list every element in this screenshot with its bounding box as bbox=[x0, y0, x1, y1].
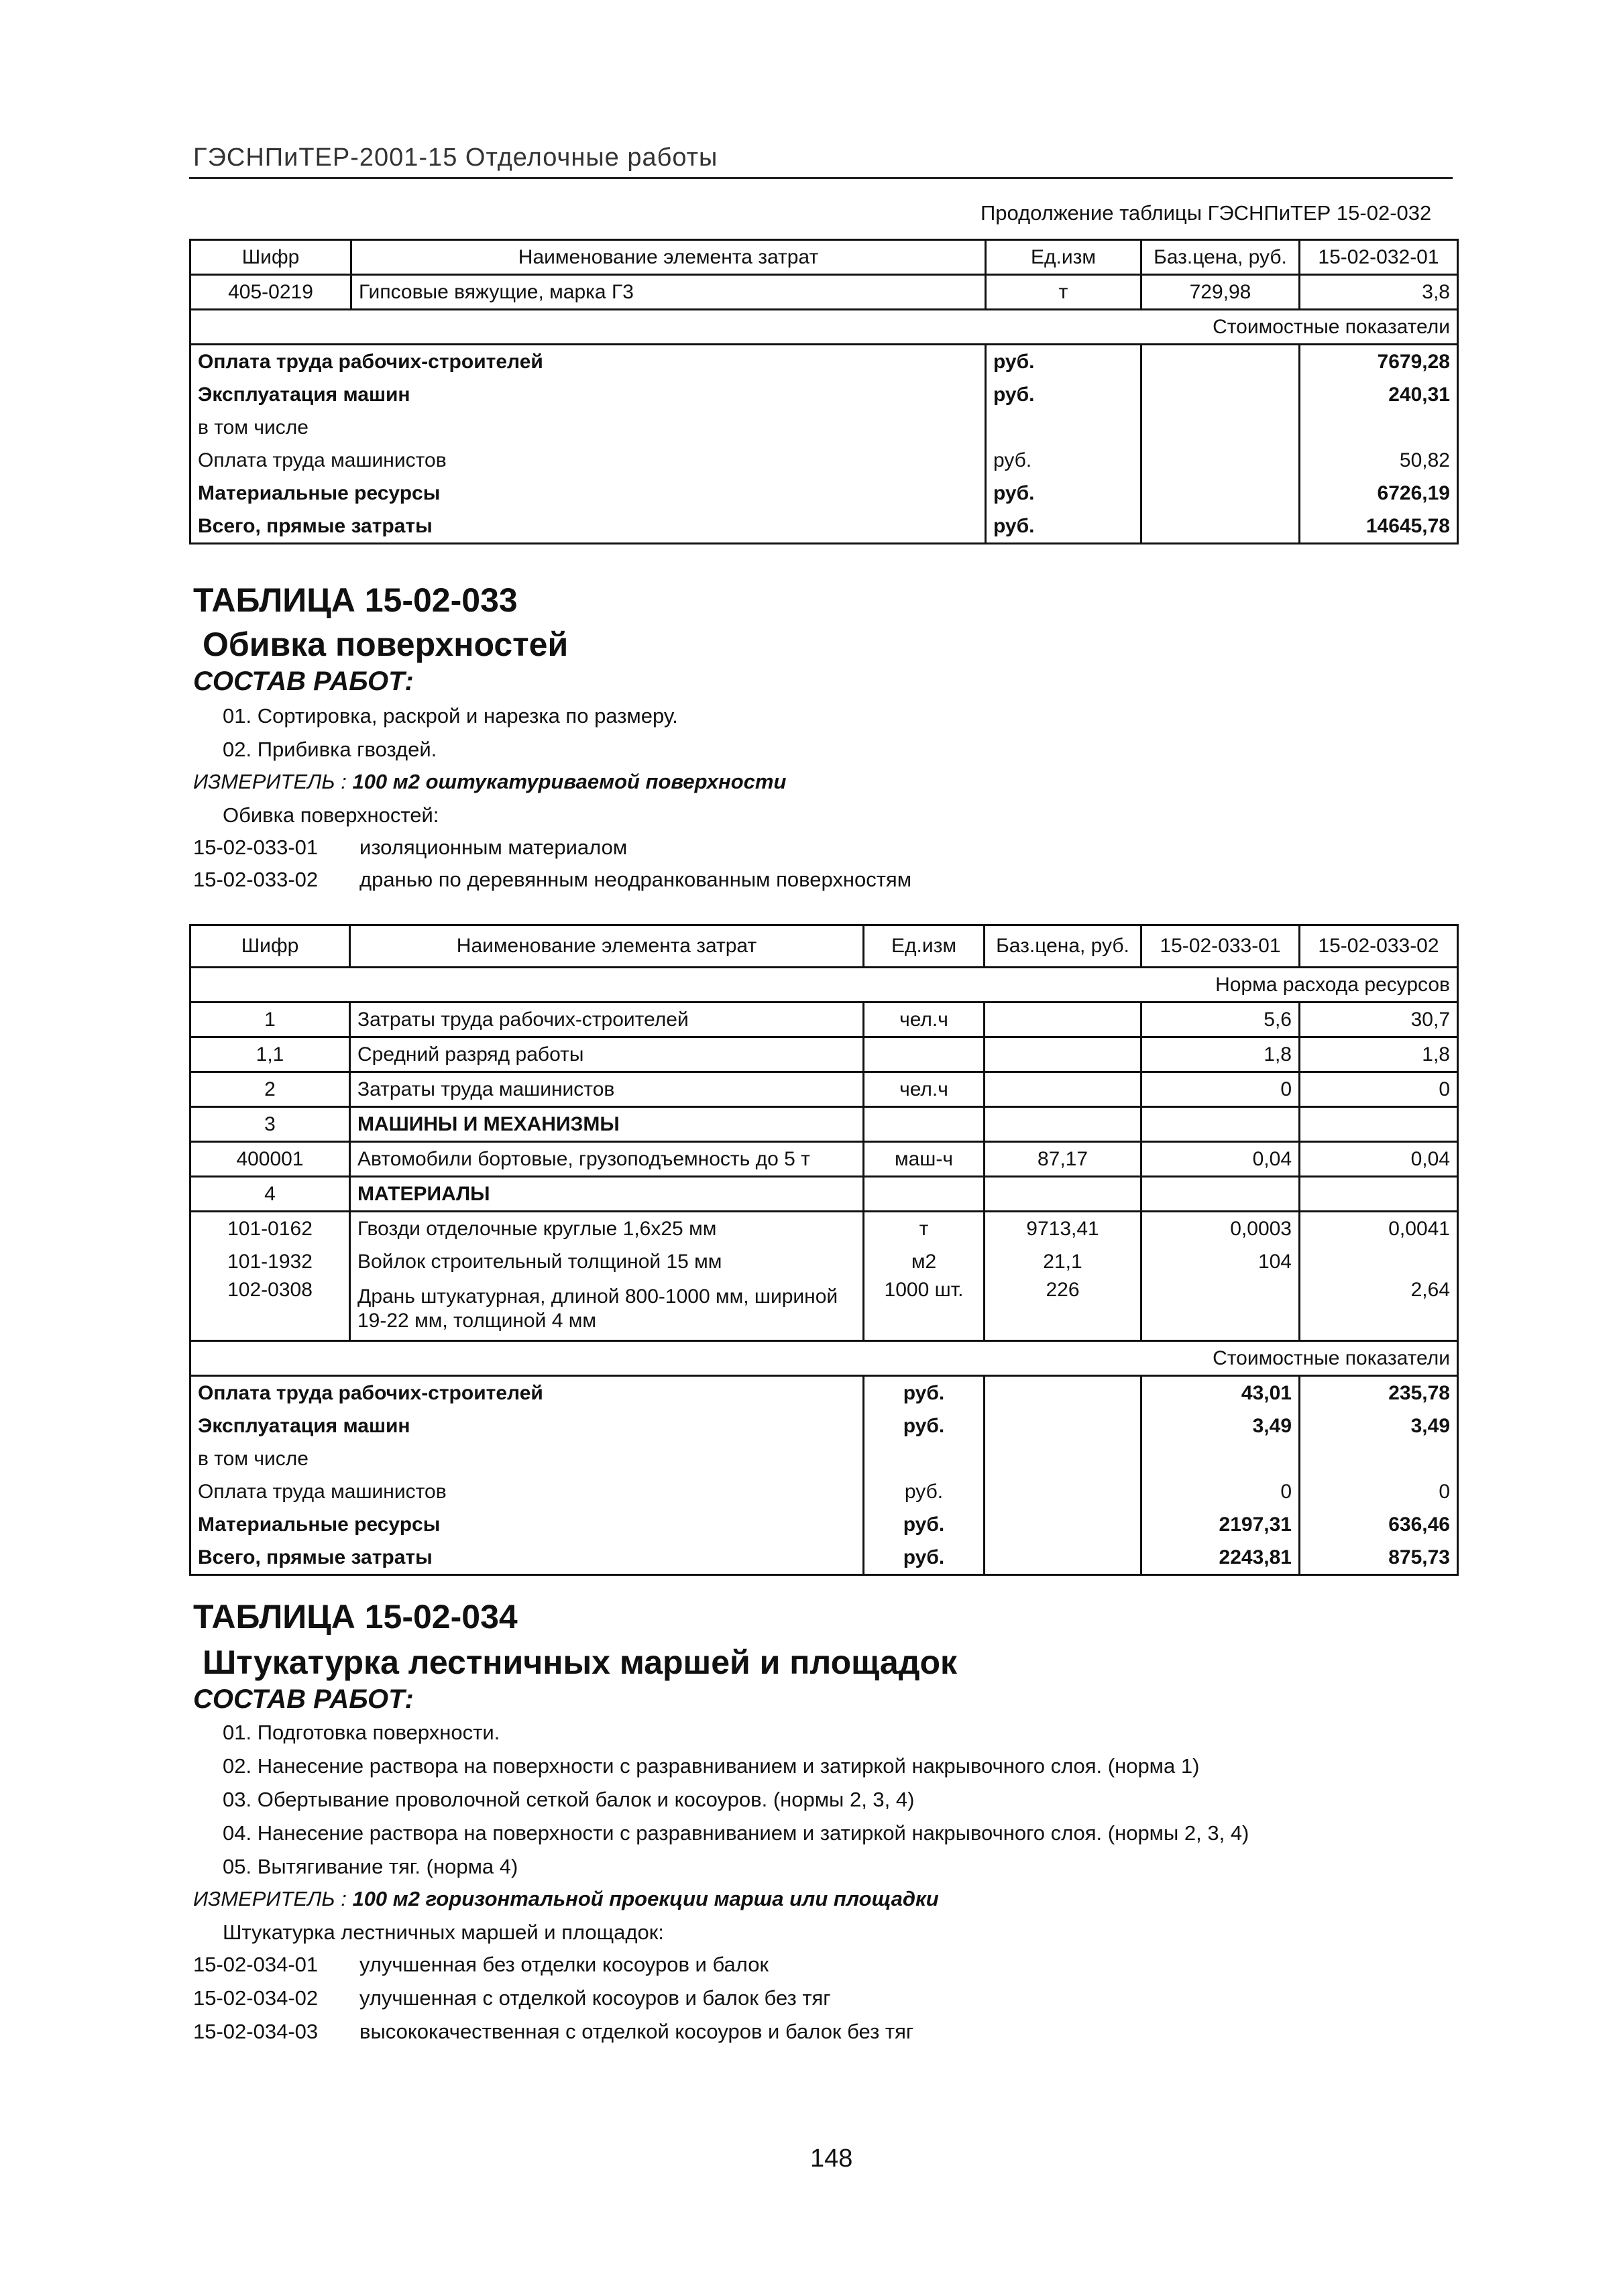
sostav-heading: СОСТАВ РАБОТ: bbox=[193, 1684, 414, 1714]
cell-name: Автомобили бортовые, грузоподъемность до 5 т bbox=[350, 1142, 864, 1177]
code-line bbox=[193, 836, 627, 860]
col-header-code: Шифр bbox=[190, 925, 350, 968]
cell-norm-02 bbox=[1300, 1245, 1458, 1278]
cost-name: Оплата труда машинистов bbox=[190, 444, 986, 477]
cost-name: Материальные ресурсы bbox=[190, 1508, 864, 1541]
cell-code: 102-0308 bbox=[190, 1278, 350, 1341]
cost-price bbox=[1141, 444, 1300, 477]
cost-row bbox=[190, 1508, 1458, 1541]
cell-unit: маш-ч bbox=[864, 1142, 985, 1177]
cell-code: 4 bbox=[190, 1177, 350, 1212]
cell-price: 226 bbox=[985, 1278, 1141, 1341]
cell-code: 2 bbox=[190, 1072, 350, 1107]
cost-value-01: 3,49 bbox=[1141, 1410, 1300, 1442]
table-row bbox=[190, 1278, 1458, 1341]
table-row bbox=[190, 1177, 1458, 1212]
cost-value-02: 636,46 bbox=[1300, 1508, 1458, 1541]
cost-value-01: 0 bbox=[1141, 1475, 1300, 1508]
measure-label: ИЗМЕРИТЕЛЬ : bbox=[193, 1887, 347, 1910]
group-title: Штукатурка лестничных маршей и площадок: bbox=[223, 1920, 664, 1944]
cost-unit: руб. bbox=[986, 345, 1141, 379]
cost-name: Эксплуатация машин bbox=[190, 1410, 864, 1442]
cost-title-row bbox=[190, 1341, 1458, 1376]
col-header-norm: 15-02-032-01 bbox=[1300, 240, 1458, 275]
cost-price bbox=[1141, 411, 1300, 444]
cell-norm-01: 0,04 bbox=[1141, 1142, 1300, 1177]
cell-price: 729,98 bbox=[1141, 275, 1300, 310]
col-header-code: Шифр bbox=[190, 240, 351, 275]
cell-norm-01: 0,0003 bbox=[1141, 1212, 1300, 1246]
col-header-name: Наименование элемента затрат bbox=[350, 925, 864, 968]
work-step: 02. Нанесение раствора на поверхности с разравниванием и затиркой накрывочного слоя. (норма 1) bbox=[223, 1754, 1200, 1778]
cost-value: 14645,78 bbox=[1300, 510, 1458, 544]
cost-unit: руб. bbox=[864, 1410, 985, 1442]
cost-price bbox=[985, 1410, 1141, 1442]
table-row bbox=[190, 1142, 1458, 1177]
norm-code: 15-02-033-01 bbox=[193, 836, 319, 859]
cost-row bbox=[190, 444, 1458, 477]
cell-code: 101-1932 bbox=[190, 1245, 350, 1278]
cost-name: в том числе bbox=[190, 411, 986, 444]
measure-value: 100 м2 оштукатуриваемой поверхности bbox=[352, 770, 787, 793]
cost-value-02: 235,78 bbox=[1300, 1376, 1458, 1410]
page-number: 148 bbox=[810, 2144, 853, 2173]
norm-title: Норма расхода ресурсов bbox=[190, 968, 1458, 1002]
section-subtitle: Штукатурка лестничных маршей и площадок bbox=[203, 1644, 958, 1681]
cell-price: 21,1 bbox=[985, 1245, 1141, 1278]
cost-title: Стоимостные показатели bbox=[190, 310, 1458, 345]
sostav-heading: СОСТАВ РАБОТ: bbox=[193, 667, 414, 696]
col-header-unit: Ед.изм bbox=[864, 925, 985, 968]
cell-price bbox=[985, 1072, 1141, 1107]
cost-row bbox=[190, 345, 1458, 379]
code-line bbox=[193, 2020, 913, 2044]
cost-price bbox=[1141, 477, 1300, 510]
cell-norm-02: 30,7 bbox=[1300, 1002, 1458, 1037]
cell-norm-02 bbox=[1300, 1107, 1458, 1142]
cell-price bbox=[985, 1002, 1141, 1037]
table-row bbox=[190, 1072, 1458, 1107]
cost-unit: руб. bbox=[864, 1508, 985, 1541]
table-row bbox=[190, 275, 1458, 310]
cost-row bbox=[190, 1376, 1458, 1410]
cost-price bbox=[1141, 378, 1300, 411]
code-line bbox=[193, 1986, 831, 2010]
cost-name: Оплата труда машинистов bbox=[190, 1475, 864, 1508]
cost-title-row bbox=[190, 310, 1458, 345]
cost-unit: руб. bbox=[986, 444, 1141, 477]
cost-value bbox=[1300, 411, 1458, 444]
cost-name: Эксплуатация машин bbox=[190, 378, 986, 411]
cell-name: Затраты труда рабочих-строителей bbox=[350, 1002, 864, 1037]
cell-name: Войлок строительный толщиной 15 мм bbox=[350, 1245, 864, 1278]
cell-code: 405-0219 bbox=[190, 275, 351, 310]
cell-unit bbox=[864, 1177, 985, 1212]
cell-price: 87,17 bbox=[985, 1142, 1141, 1177]
col-header-norm-01: 15-02-033-01 bbox=[1141, 925, 1300, 968]
cost-price bbox=[1141, 345, 1300, 379]
table-row bbox=[190, 1212, 1458, 1246]
cost-value: 6726,19 bbox=[1300, 477, 1458, 510]
cell-norm-01 bbox=[1141, 1107, 1300, 1142]
cell-norm-02: 0 bbox=[1300, 1072, 1458, 1107]
cost-row bbox=[190, 1410, 1458, 1442]
cost-unit bbox=[986, 411, 1141, 444]
norm-desc: улучшенная без отделки косоуров и балок bbox=[359, 1953, 769, 1976]
col-header-price: Баз.цена, руб. bbox=[985, 925, 1141, 968]
cost-unit: руб. bbox=[864, 1541, 985, 1575]
cost-unit: руб. bbox=[986, 510, 1141, 544]
cost-value-02: 0 bbox=[1300, 1475, 1458, 1508]
cell-norm-01 bbox=[1141, 1278, 1300, 1341]
cost-row bbox=[190, 378, 1458, 411]
norm-desc: изоляционным материалом bbox=[359, 836, 628, 859]
work-step: 02. Прибивка гвоздей. bbox=[223, 738, 437, 761]
running-header: ГЭСНПиТЕР-2001-15 Отделочные работы bbox=[193, 144, 718, 172]
work-step: 05. Вытягивание тяг. (норма 4) bbox=[223, 1855, 518, 1878]
norm-code: 15-02-033-02 bbox=[193, 868, 319, 891]
cost-value: 240,31 bbox=[1300, 378, 1458, 411]
cell-unit: 1000 шт. bbox=[864, 1278, 985, 1341]
cell-price bbox=[985, 1037, 1141, 1072]
cost-unit: руб. bbox=[864, 1376, 985, 1410]
norm-desc: улучшенная с отделкой косоуров и балок без тяг bbox=[359, 1986, 831, 2010]
measure-value: 100 м2 горизонтальной проекции марша или площадки bbox=[352, 1887, 939, 1910]
cell-unit: м2 bbox=[864, 1245, 985, 1278]
group-title: Обивка поверхностей: bbox=[223, 803, 439, 827]
cell-norm-02: 0,04 bbox=[1300, 1142, 1458, 1177]
cost-name: Всего, прямые затраты bbox=[190, 1541, 864, 1575]
cell-code: 1,1 bbox=[190, 1037, 350, 1072]
norm-code: 15-02-034-01 bbox=[193, 1953, 319, 1976]
section-subtitle: Обивка поверхностей bbox=[203, 626, 569, 663]
cost-name: Материальные ресурсы bbox=[190, 477, 986, 510]
cell-unit bbox=[864, 1037, 985, 1072]
cell-norm-02: 0,0041 bbox=[1300, 1212, 1458, 1246]
cell-name: МАТЕРИАЛЫ bbox=[350, 1177, 864, 1212]
cell-code: 101-0162 bbox=[190, 1212, 350, 1246]
cost-name: Всего, прямые затраты bbox=[190, 510, 986, 544]
cost-price bbox=[985, 1442, 1141, 1475]
code-line bbox=[193, 1953, 769, 1977]
cell-unit: т bbox=[986, 275, 1141, 310]
cost-value-01: 2243,81 bbox=[1141, 1541, 1300, 1575]
code-line bbox=[193, 868, 911, 892]
cost-value-01 bbox=[1141, 1442, 1300, 1475]
table-row bbox=[190, 1037, 1458, 1072]
section-title: ТАБЛИЦА 15-02-034 bbox=[193, 1598, 518, 1635]
cell-norm-01: 1,8 bbox=[1141, 1037, 1300, 1072]
cell-price bbox=[985, 1107, 1141, 1142]
cell-name: Дрань штукатурная, длиной 800-1000 мм, шириной 19-22 мм, толщиной 4 мм bbox=[350, 1278, 864, 1341]
cost-value-02 bbox=[1300, 1442, 1458, 1475]
cell-name: Гвозди отделочные круглые 1,6x25 мм bbox=[350, 1212, 864, 1246]
continuation-caption: Продолжение таблицы ГЭСНПиТЕР 15-02-032 bbox=[981, 201, 1432, 225]
cost-value: 7679,28 bbox=[1300, 345, 1458, 379]
cell-unit: чел.ч bbox=[864, 1002, 985, 1037]
cell-name: Гипсовые вяжущие, марка Г3 bbox=[351, 275, 986, 310]
cost-unit: руб. bbox=[986, 477, 1141, 510]
cell-price: 9713,41 bbox=[985, 1212, 1141, 1246]
cell-norm-01: 104 bbox=[1141, 1245, 1300, 1278]
cost-price bbox=[985, 1376, 1141, 1410]
header-rule bbox=[189, 177, 1453, 179]
cost-value-01: 2197,31 bbox=[1141, 1508, 1300, 1541]
col-header-price: Баз.цена, руб. bbox=[1141, 240, 1300, 275]
cost-price bbox=[985, 1508, 1141, 1541]
cost-unit bbox=[864, 1442, 985, 1475]
resource-table-15-02-032 bbox=[189, 239, 1459, 544]
cell-price bbox=[985, 1177, 1141, 1212]
norm-title-row bbox=[190, 968, 1458, 1002]
cost-value-01: 43,01 bbox=[1141, 1376, 1300, 1410]
cost-row bbox=[190, 1475, 1458, 1508]
table-row bbox=[190, 1245, 1458, 1278]
table-header-row bbox=[190, 925, 1458, 968]
cell-unit: т bbox=[864, 1212, 985, 1246]
section-title: ТАБЛИЦА 15-02-033 bbox=[193, 581, 518, 619]
table-row bbox=[190, 1002, 1458, 1037]
table-row bbox=[190, 1107, 1458, 1142]
cost-value: 50,82 bbox=[1300, 444, 1458, 477]
norm-code: 15-02-034-03 bbox=[193, 2020, 319, 2043]
col-header-unit: Ед.изм bbox=[986, 240, 1141, 275]
measure-unit bbox=[193, 1887, 939, 1911]
cost-value-02: 3,49 bbox=[1300, 1410, 1458, 1442]
norm-desc: дранью по деревянным неодранкованным поверхностям bbox=[359, 868, 912, 891]
col-header-norm-02: 15-02-033-02 bbox=[1300, 925, 1458, 968]
cost-row bbox=[190, 1541, 1458, 1575]
cost-row bbox=[190, 510, 1458, 544]
cell-name: МАШИНЫ И МЕХАНИЗМЫ bbox=[350, 1107, 864, 1142]
cell-norm-01 bbox=[1141, 1177, 1300, 1212]
cell-name: Средний разряд работы bbox=[350, 1037, 864, 1072]
cost-name: Оплата труда рабочих-строителей bbox=[190, 345, 986, 379]
cell-norm-02 bbox=[1300, 1177, 1458, 1212]
cost-price bbox=[1141, 510, 1300, 544]
measure-label: ИЗМЕРИТЕЛЬ : bbox=[193, 770, 347, 793]
cost-name: Оплата труда рабочих-строителей bbox=[190, 1376, 864, 1410]
cost-unit: руб. bbox=[864, 1475, 985, 1508]
cell-norm-01: 0 bbox=[1141, 1072, 1300, 1107]
cell-value: 3,8 bbox=[1300, 275, 1458, 310]
col-header-name: Наименование элемента затрат bbox=[351, 240, 986, 275]
cell-norm-01: 5,6 bbox=[1141, 1002, 1300, 1037]
cell-unit bbox=[864, 1107, 985, 1142]
norm-code: 15-02-034-02 bbox=[193, 1986, 319, 2010]
cell-norm-02: 2,64 bbox=[1300, 1278, 1458, 1341]
cost-row bbox=[190, 411, 1458, 444]
cost-price bbox=[985, 1541, 1141, 1575]
cell-name: Затраты труда машинистов bbox=[350, 1072, 864, 1107]
cost-price bbox=[985, 1475, 1141, 1508]
cost-row bbox=[190, 477, 1458, 510]
cell-code: 3 bbox=[190, 1107, 350, 1142]
cost-unit: руб. bbox=[986, 378, 1141, 411]
cost-row bbox=[190, 1442, 1458, 1475]
table-header-row bbox=[190, 240, 1458, 275]
work-step: 03. Обертывание проволочной сеткой балок и косоуров. (нормы 2, 3, 4) bbox=[223, 1788, 915, 1811]
cost-title: Стоимостные показатели bbox=[190, 1341, 1458, 1376]
work-step: 04. Нанесение раствора на поверхности с разравниванием и затиркой накрывочного слоя. (нормы 2, 3, 4) bbox=[223, 1821, 1249, 1845]
resource-table-15-02-033 bbox=[189, 924, 1459, 1576]
measure-unit bbox=[193, 770, 786, 794]
norm-desc: высококачественная с отделкой косоуров и балок без тяг bbox=[359, 2020, 914, 2043]
cost-name: в том числе bbox=[190, 1442, 864, 1475]
cost-value-02: 875,73 bbox=[1300, 1541, 1458, 1575]
cell-norm-02: 1,8 bbox=[1300, 1037, 1458, 1072]
work-step: 01. Подготовка поверхности. bbox=[223, 1721, 500, 1744]
cell-code: 400001 bbox=[190, 1142, 350, 1177]
cell-code: 1 bbox=[190, 1002, 350, 1037]
work-step: 01. Сортировка, раскрой и нарезка по размеру. bbox=[223, 704, 678, 728]
cell-unit: чел.ч bbox=[864, 1072, 985, 1107]
